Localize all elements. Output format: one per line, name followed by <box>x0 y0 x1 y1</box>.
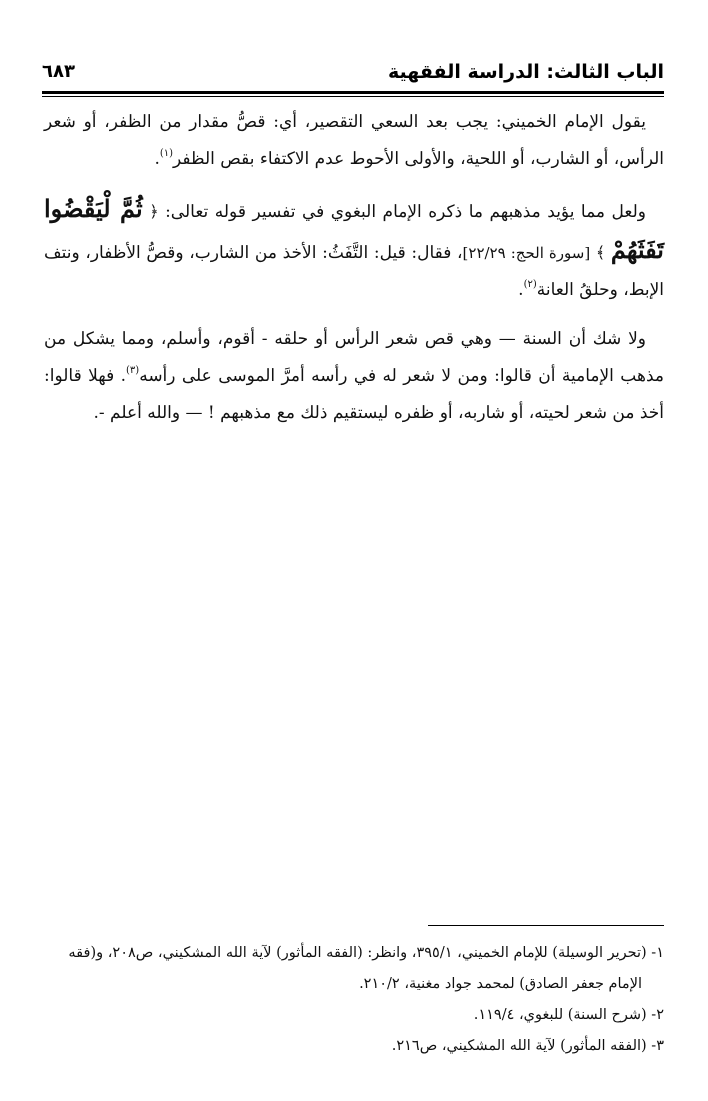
footnote-2: ٢- (شرح السنة) للبغوي، ١١٩/٤. <box>473 1007 664 1023</box>
footnote-1-continued: الإمام جعفر الصادق) لمحمد جواد مغنية، ٢١٠/٢. <box>359 976 642 992</box>
running-header <box>42 56 664 90</box>
paragraph-3-text: ولا شك أن السنة — وهي قص شعر الرأس أو حلقه - أقوم، وأسلم، ومما يشكل من مذهب الإمامية أن قالوا: ومن لا شعر له في رأسه أمرَّ الموسى على رأسه <box>44 329 664 386</box>
paragraph-3 <box>44 321 664 432</box>
page-number: ٦٨٣ <box>42 61 75 82</box>
footnote-1: ١- (تحرير الوسيلة) للإمام الخميني، ٣٩٥/١، وانظر: (الفقه المأثور) لآية الله المشكيني، ص٢٠٨، و(فقه الإمام جعفر الصادق) لمحمد جواد مغنية، ٢١٠/٢. <box>44 938 664 1000</box>
paragraph-3-text-end: . فهلا قالوا: أخذ من شعر لحيته، أو شاربه، أو ظفره ليستقيم ذلك مع مذهبهم ! — والله أعلم -. <box>44 366 664 423</box>
main-text <box>44 104 664 444</box>
footnote-rule <box>428 925 664 926</box>
ornate-bracket-close: ﴾ <box>595 243 606 262</box>
paragraph-2-text: ، فقال: قيل: التَّفَثُ: الأخذ من الشارب، وقصُّ الأظفار، ونتف الإبط، وحلقُ العانة <box>44 243 664 300</box>
footnote-ref-1: (١) <box>159 148 174 159</box>
footnotes <box>44 938 664 1062</box>
footnote-ref-3: (٣) <box>126 365 140 376</box>
ornate-bracket-open: ﴿ <box>149 202 159 221</box>
header-rule <box>42 91 664 99</box>
paragraph-2-intro: ولعل مما يؤيد مذهبهم ما ذكره الإمام البغوي في تفسير قوله تعالى: <box>165 202 647 222</box>
paragraph-1-text: يقول الإمام الخميني: يجب بعد السعي التقصير، أي: قصُّ مقدار من الظفر، أو شعر الرأس، أو الشارب، أو اللحية، والأولى الأحوط عدم الاكتفاء بقص الظفر <box>44 112 664 169</box>
paragraph-2: ولعل مما يؤيد مذهبهم ما ذكره الإمام البغوي في تفسير قوله تعالى: ﴿ ثُمَّ لْيَقْضُوا تَفَثَهُمْ ﴾ [سورة الحج: ٢٢/٢٩]، فقال: قيل: التَّفَثُ: الأخذ من الشارب، وقصُّ الأظفار، ونتف الإبط، وحلقُ العانة$^{(٢)}$. <box>44 194 664 300</box>
paragraph-1: يقول الإمام الخميني: يجب بعد السعي التقصير، أي: قصُّ مقدار من الظفر، أو شعر الرأس، أو الشارب، أو اللحية، والأولى الأحوط عدم الاكتفاء بقص الظفر$^{(١)}$. <box>44 112 664 169</box>
footnote-3: ٣- (الفقه المأثور) لآية الله المشكيني، ص٢١٦. <box>391 1038 664 1054</box>
surah-reference: [سورة الحج: ٢٢/٢٩] <box>462 244 591 262</box>
footnote-ref-2: (٢) <box>523 279 537 290</box>
quran-verse: ثُمَّ لْيَقْضُوا تَفَثَهُمْ <box>44 194 664 264</box>
chapter-title: الباب الثالث: الدراسة الفقهية <box>388 61 664 83</box>
